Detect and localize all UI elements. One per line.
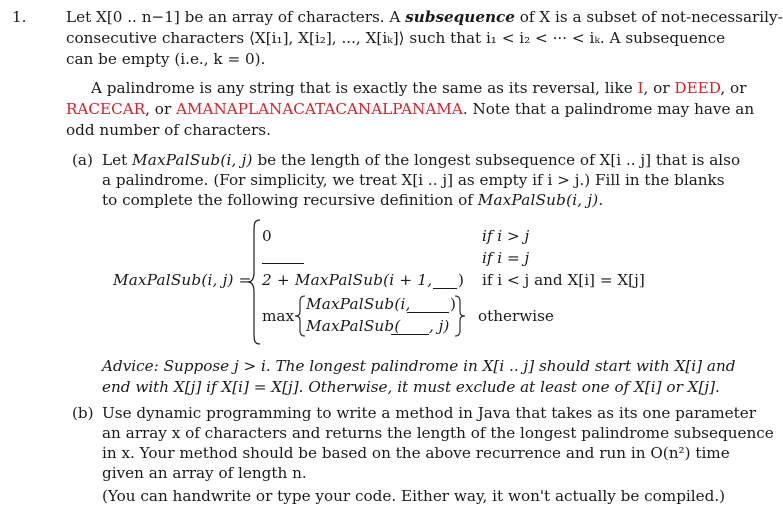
problem-intro-line-2: consecutive characters ⟨X[i₁], X[i₂], ..., X[iₖ]⟩ such that i₁ < i₂ < ··· < iₖ. A subsequence bbox=[66, 29, 726, 47]
function-name: MaxPalSub(i, j) bbox=[132, 151, 253, 169]
example-i: I bbox=[637, 79, 644, 97]
intro-text-2: of X is a subset of not-necessarily- bbox=[514, 8, 783, 26]
part-b-line-1: Use dynamic programming to write a method in Java that takes as its one parameter bbox=[102, 404, 756, 422]
case-2-condition: if i = j bbox=[482, 249, 530, 267]
case-3-value bbox=[262, 270, 432, 290]
case-4a-paren: ) bbox=[450, 295, 456, 313]
text: be the length of the longest subsequence of X[i .. j] that is also bbox=[252, 151, 741, 169]
case-1-condition: if i > j bbox=[482, 227, 530, 245]
case-3-condition: if i < j and X[i] = X[j] bbox=[482, 271, 645, 289]
case-4-max: max bbox=[262, 307, 295, 325]
palindrome-text: . Note that a palindrome may have an bbox=[462, 100, 755, 118]
case-4b-paren: , j) bbox=[429, 317, 450, 335]
sep: , or bbox=[720, 79, 747, 97]
text: Let bbox=[102, 151, 133, 169]
function-name: MaxPalSub(i, j) bbox=[477, 191, 599, 209]
problem-intro-line-3: can be empty (i.e., k = 0). bbox=[66, 50, 266, 68]
part-a-line-2: a palindrome. (For simplicity, we treat X[i .. j] as empty if i > j.) Fill in the blanks bbox=[102, 171, 725, 189]
sep: , or bbox=[643, 79, 675, 97]
example-amanaplan: AMANAPLANACATACANALPANAMA bbox=[176, 100, 463, 118]
blank-case-4a[interactable] bbox=[407, 301, 449, 313]
part-b-line-2: an array x of characters and returns the length of the longest palindrome subsequence bbox=[102, 424, 774, 442]
example-racecar: RACECAR bbox=[66, 100, 146, 118]
case-3-expression: 2 + MaxPalSub(i + 1, bbox=[262, 271, 433, 289]
max-right-brace bbox=[454, 294, 466, 338]
advice-line-1: Advice: Suppose j > i. The longest palindrome in X[i .. j] should start with X[i] and bbox=[102, 357, 736, 375]
text: . bbox=[598, 191, 604, 209]
palindrome-line-1 bbox=[91, 78, 746, 98]
max-left-brace bbox=[294, 294, 306, 338]
case-4a-expression: MaxPalSub(i, bbox=[306, 295, 411, 313]
sep: , or bbox=[145, 100, 177, 118]
case-4-condition: otherwise bbox=[478, 307, 554, 325]
part-b-line-4: given an array of length n. bbox=[102, 464, 307, 482]
case-4b-expression: MaxPalSub( bbox=[306, 317, 401, 335]
palindrome-text: A palindrome is any string that is exactly the same as its reversal, like bbox=[91, 79, 638, 97]
left-brace bbox=[246, 218, 262, 346]
case-1-value: 0 bbox=[262, 227, 272, 245]
term-subsequence: subsequence bbox=[405, 8, 515, 26]
blank-case-4b[interactable] bbox=[391, 323, 429, 335]
palindrome-line-2 bbox=[66, 99, 754, 119]
problem-intro-line-1 bbox=[66, 7, 783, 27]
problem-number: 1. bbox=[12, 8, 27, 26]
advice-line-2: end with X[j] if X[i] = X[j]. Otherwise, it must exclude at least one of X[i] or X[j]. bbox=[102, 378, 720, 396]
blank-case-3[interactable] bbox=[433, 277, 457, 289]
definition-lhs: MaxPalSub(i, j) = bbox=[113, 271, 252, 289]
intro-text-1: Let X[0 .. n−1] be an array of characters. A bbox=[66, 8, 406, 26]
palindrome-line-3: odd number of characters. bbox=[66, 121, 271, 139]
part-a-line-3 bbox=[102, 190, 603, 210]
part-b-line-3: in x. Your method should be based on the above recurrence and run in O(n²) time bbox=[102, 444, 730, 462]
part-a-line-1 bbox=[102, 150, 740, 170]
part-a-label: (a) bbox=[72, 151, 93, 169]
case-3-paren: ) bbox=[458, 271, 464, 289]
text: to complete the following recursive definition of bbox=[102, 191, 478, 209]
part-b-line-5: (You can handwrite or type your code. Either way, it won't actually be compiled.) bbox=[102, 487, 726, 505]
example-deed: DEED bbox=[674, 79, 721, 97]
blank-case-2[interactable] bbox=[262, 252, 304, 264]
part-b-label: (b) bbox=[72, 404, 94, 422]
